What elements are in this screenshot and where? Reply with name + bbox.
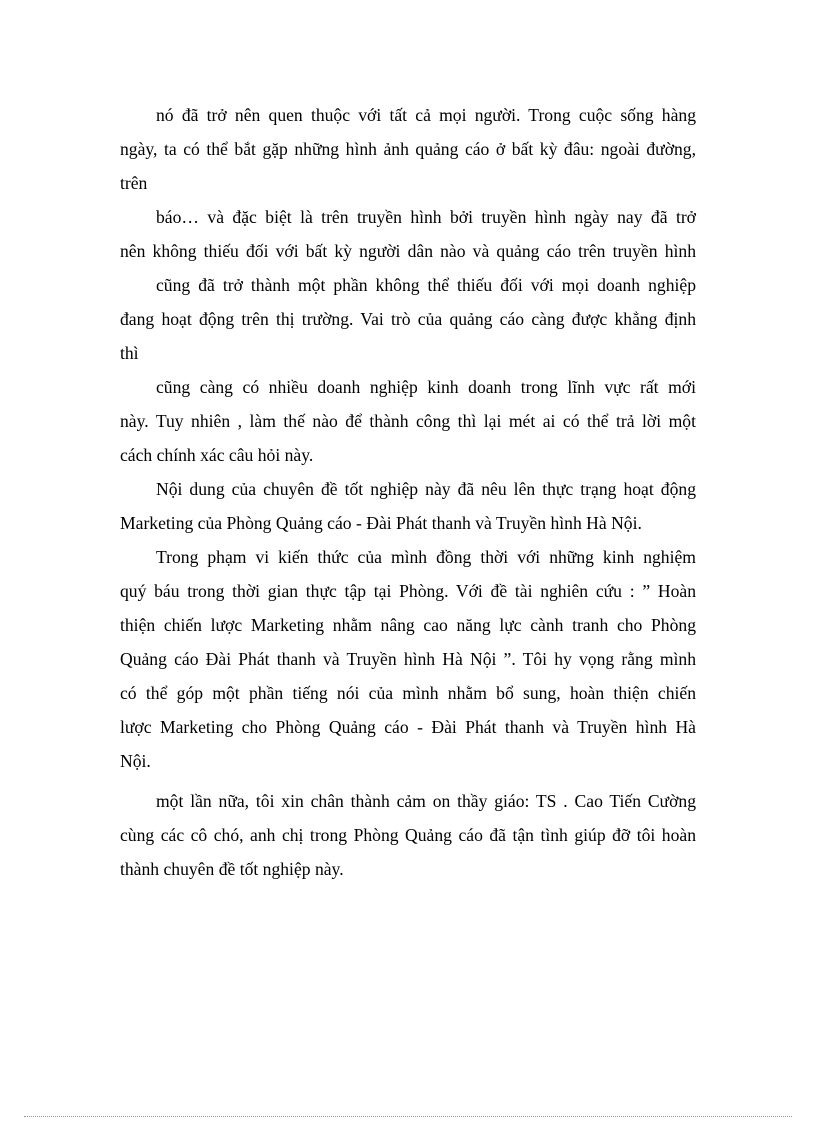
text-line: cũng đã trở thành một phần không thể thiếu đối với mọi doanh nghiệp [156, 275, 696, 295]
text-line: cùng các cô chó, anh chị trong Phòng Quảng cáo đã tận tình giúp đỡ tôi hoàn [120, 825, 696, 845]
text-line: lược Marketing cho Phòng Quảng cáo - Đài Phát thanh và Truyền hình Hà [120, 717, 696, 737]
text-line: thành chuyên đề tốt nghiệp này. [120, 859, 344, 879]
text-line: thiện chiến lược Marketing nhằm nâng cao năng lực cành tranh cho Phòng [120, 615, 696, 635]
text-line: ngày, ta có thể bắt gặp những hình ảnh quảng cáo ở bất kỳ đâu: ngoài đường, [120, 139, 696, 159]
text-line: Marketing của Phòng Quảng cáo - Đài Phát thanh và Truyền hình Hà Nội. [120, 513, 642, 533]
text-line: báo… và đặc biệt là trên truyền hình bởi truyền hình ngày nay đã trở [156, 207, 696, 227]
text-line: cũng càng có nhiều doanh nghiệp kinh doanh trong lĩnh vực rất mới [156, 377, 696, 397]
text-line: Trong phạm vi kiến thức của mình đồng thời với những kinh nghiệm [156, 547, 696, 567]
text-line: Nội. [120, 751, 151, 771]
text-line: đang hoạt động trên thị trường. Vai trò của quảng cáo càng được khẳng định [120, 309, 696, 329]
text-line: nó đã trở nên quen thuộc với tất cả mọi người. Trong cuộc sống hàng [156, 105, 696, 125]
text-line: nên không thiếu đối với bất kỳ người dân nào và quảng cáo trên truyền hình [120, 241, 696, 261]
text-line: một lần nữa, tôi xin chân thành cảm on thầy giáo: TS . Cao Tiến Cường [156, 791, 696, 811]
text-line: Nội dung của chuyên đề tốt nghiệp này đã nêu lên thực trạng hoạt động [156, 479, 696, 499]
text-line: này. Tuy nhiên , làm thế nào để thành công thì lại mét ai có thể trả lời một [120, 411, 696, 431]
text-line: trên [120, 173, 148, 193]
page-footer-divider [24, 1116, 792, 1117]
text-line: Quảng cáo Đài Phát thanh và Truyền hình Hà Nội ”. Tôi hy vọng rằng mình [120, 649, 696, 669]
text-line: có thể góp một phần tiếng nói của mình nhằm bổ sung, hoàn thiện chiến [120, 683, 696, 703]
text-line: thì [120, 343, 139, 363]
text-line: quý báu trong thời gian thực tập tại Phòng. Với đề tài nghiên cứu : ” Hoàn [120, 581, 696, 601]
text-line: cách chính xác câu hỏi này. [120, 445, 314, 465]
